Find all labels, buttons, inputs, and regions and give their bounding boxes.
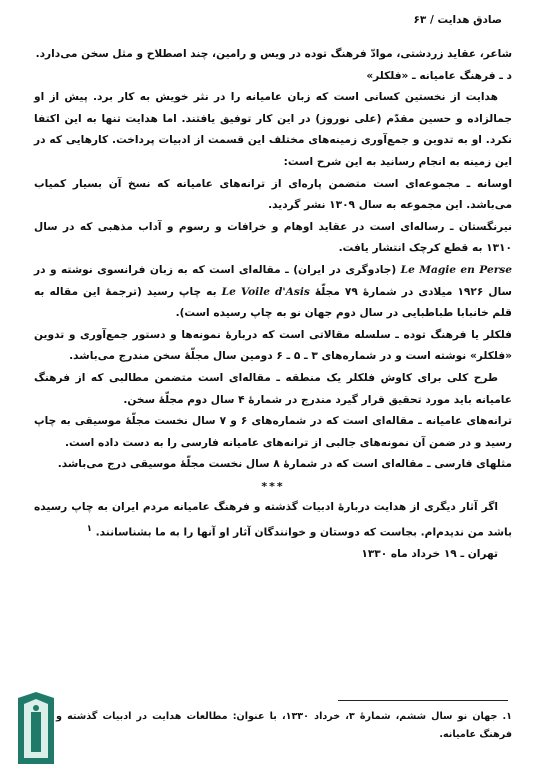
paragraph-intro: هدایت از نخستین کسانی است که زبان عامیانه را در نثر خویش به کار برد. پیش از او جمالزاده و حسین مقدّم (علی نوروز) در این کار توفیق یافتند. اما هدایت تنها به این اکتفا نکرد. او به تدوین و جمع‌آوری زمینه‌های مختلف این قسمت از ادبیات پرداخت. کارهایی که در این زمینه به انجام رسانید به این شرح است: <box>34 91 512 168</box>
paragraph-magie-part2: به چاپ رسید (ترجمۀ این مقاله به قلم خانبابا طباطبایی در سال دوم جهان نو به چاپ رسیده است). <box>34 285 512 320</box>
library-stamp-icon <box>14 690 58 768</box>
paragraph-folklore: فلکلر یا فرهنگ توده ـ سلسله مقالاتی است که دربارۀ نمونه‌ها و دستور جمع‌آوری و تدوین «فلکلر» نوشته است و در شماره‌های ۳ ـ ۵ ـ ۶ دومین سال مجلّۀ سخن مندرج می‌باشد. <box>34 328 512 363</box>
paragraph-continuation: شاعر، عقاید زردشتی، موادّ فرهنگ توده در ویس و رامین، چند اصطلاح و مثل سخن می‌دارد. <box>35 48 512 60</box>
paragraph-osaneh: اوسانه ـ مجموعه‌ای است متضمن پاره‌ای از ترانه‌های عامیانه که نسخ آن بسیار کمیاب می‌باشد. این مجموعه به سال ۱۳۰۹ نشر گردید. <box>34 177 512 212</box>
paragraph-neyrangestan: نیرنگستان ـ رساله‌ای است در عقاید اوهام و خرافات و رسوم و آداب مذهبی که در سال ۱۳۱۰ به قطع کرچک انتشار یافت. <box>34 220 512 255</box>
running-header: صادق هدایت / ۶۳ <box>413 14 502 26</box>
section-separator: *** <box>261 479 285 493</box>
paragraph-folk-songs: ترانه‌های عامیانه ـ مقاله‌ای است که در شماره‌های ۶ و ۷ سال نخست مجلّۀ موسیقی به چاپ رسید و در ضمن آن نمونه‌های جالبی از ترانه‌های عامیانه فارسی را به دست داده است. <box>34 415 512 449</box>
latin-title-magie: Le Magie en Perse <box>400 263 512 276</box>
footnote: ۱. جهان نو سال ششم، شمارۀ ۳، خرداد ۱۳۳۰، با عنوان: مطالعات هدایت در ادبیات گذشته و فرهنگ عامیانه. <box>56 711 512 740</box>
paragraph-magie <box>34 260 512 325</box>
signature-line: تهران ـ ۱۹ خرداد ماه ۱۳۳۰ <box>361 548 498 561</box>
paragraph-closing <box>34 497 512 544</box>
section-heading: د ـ فرهنگ عامیانه ـ «فلکلر» <box>366 69 512 82</box>
footnote-rule <box>338 700 508 701</box>
paragraph-magie-part1: (جادوگری در ایران) ـ مقاله‌ای است که به زبان فرانسوی نوشته و در سال ۱۹۲۶ میلادی در شمارۀ ۷۹ مجلّۀ <box>34 263 512 298</box>
paragraph-proverbs: مثلهای فارسی ـ مقاله‌ای است که در شمارۀ ۸ سال نخست مجلّۀ موسیقی درج می‌باشد. <box>57 458 512 471</box>
footnote-marker: ۱ <box>86 524 92 535</box>
body-text <box>34 44 512 566</box>
paragraph-closing-text: اگر آثار دیگری از هدایت دربارۀ ادبیات گذشته و فرهنگ عامیانه مردم ایران به چاپ رسیده باشد من ندیدم‌ام. بجاست که دوستان و خوانندگان آثار او آنها را به ما بشناسانند. <box>34 501 512 539</box>
paragraph-general-plan: طرح کلی برای کاوش فلکلر یک منطقه ـ مقاله‌ای است متضمن مطالبی که از فرهنگ عامیانه باید مورد تحقیق قرار گیرد مندرج در شمارۀ ۴ سال دوم مجلّۀ سخن. <box>34 371 512 406</box>
latin-title-voile: Le Voile d'Asis <box>221 285 310 298</box>
